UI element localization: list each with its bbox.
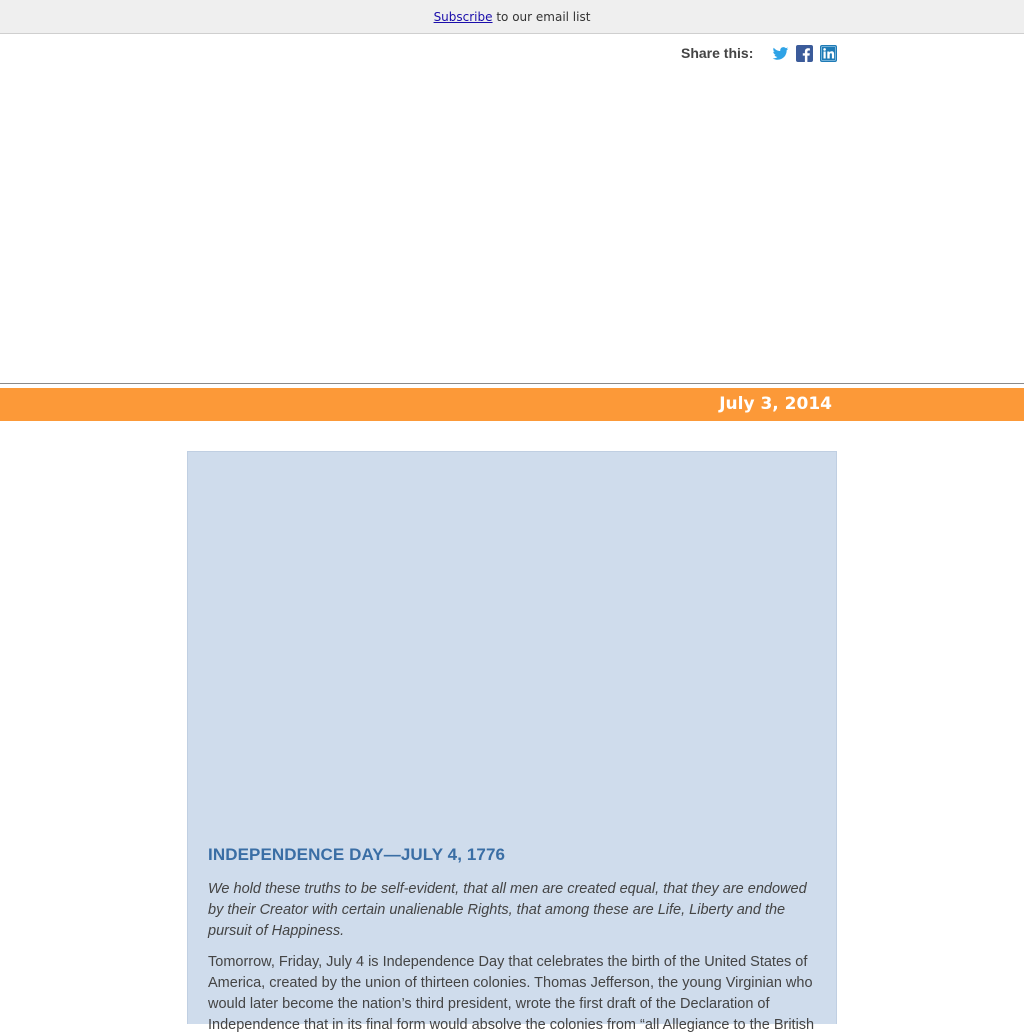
issue-date: July 3, 2014 [719, 394, 832, 414]
subscribe-suffix: to our email list [492, 10, 591, 24]
facebook-icon[interactable] [796, 45, 813, 62]
article-body: Tomorrow, Friday, July 4 is Independence Day that celebrates the birth of the United States of America, created by the union of thirteen colonies. Thomas Jefferson, the young Virginian who would later become the nation’s third president, wrote the first draft of the Declaration of Independence that in its final form would absolve the colonies from “all Allegiance to the British [208, 954, 815, 1033]
date-banner [0, 388, 1024, 421]
linkedin-icon[interactable] [820, 45, 837, 62]
header-divider [0, 383, 1024, 384]
subscribe-link[interactable]: Subscribe [433, 10, 493, 24]
twitter-icon[interactable] [772, 45, 789, 62]
share-label: Share this: [681, 45, 754, 61]
article-card [187, 451, 837, 1033]
article-quote: We hold these truths to be self-evident, that all men are created equal, that they are endowed by their Creator with certain unalienable Rights, that among these are Life, Liberty and the pursuit of Happiness. [208, 881, 807, 939]
subscribe-bar [0, 0, 1024, 34]
article-headline: INDEPENDENCE DAY—JULY 4, 1776 [208, 845, 506, 864]
share-bar [681, 42, 837, 64]
